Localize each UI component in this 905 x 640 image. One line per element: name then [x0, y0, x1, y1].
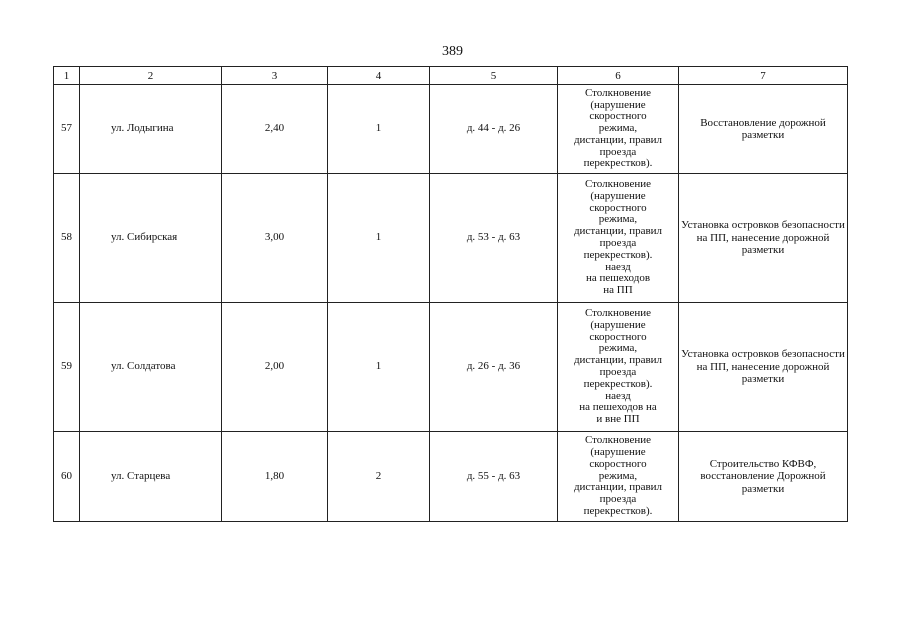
table-row	[54, 174, 848, 303]
measures: Восстановление дорожной разметки	[679, 85, 848, 174]
table-row	[54, 85, 848, 174]
row-number: 58	[54, 174, 80, 303]
length-km: 1,80	[222, 432, 328, 522]
count: 2	[328, 432, 430, 522]
incident-type: Столкновение (нарушение скоростного режима, дистанции, правил проезда перекрестков). наезд на пешеходов на и вне ПП	[558, 303, 679, 432]
length-km: 3,00	[222, 174, 328, 303]
road-section: д. 55 - д. 63	[430, 432, 558, 522]
row-number: 59	[54, 303, 80, 432]
street-name: ул. Лодыгина	[80, 85, 222, 174]
road-section: д. 44 - д. 26	[430, 85, 558, 174]
road-section: д. 53 - д. 63	[430, 174, 558, 303]
road-section: д. 26 - д. 36	[430, 303, 558, 432]
header-cell-2: 2	[80, 67, 222, 85]
table-row	[54, 432, 848, 522]
measures: Установка островков безопасности на ПП, нанесение дорожной разметки	[679, 303, 848, 432]
table-row	[54, 303, 848, 432]
page-number: 389	[442, 44, 463, 59]
header-cell-6: 6	[558, 67, 679, 85]
street-name: ул. Старцева	[80, 432, 222, 522]
header-cell-5: 5	[430, 67, 558, 85]
header-cell-1: 1	[54, 67, 80, 85]
header-cell-3: 3	[222, 67, 328, 85]
measures: Строительство КФВФ, восстановление Дорожной разметки	[679, 432, 848, 522]
road-safety-table	[53, 66, 848, 522]
table-header-row	[54, 67, 848, 85]
row-number: 60	[54, 432, 80, 522]
count: 1	[328, 174, 430, 303]
header-cell-7: 7	[679, 67, 848, 85]
street-name: ул. Сибирская	[80, 174, 222, 303]
incident-type: Столкновение (нарушение скоростного режима, дистанции, правил проезда перекрестков). наезд на пешеходов на ПП	[558, 174, 679, 303]
row-number: 57	[54, 85, 80, 174]
incident-type: Столкновение (нарушение скоростного режима, дистанции, правил проезда перекрестков).	[558, 432, 679, 522]
incident-type: Столкновение (нарушение скоростного режима, дистанции, правил проезда перекрестков).	[558, 85, 679, 174]
measures: Установка островков безопасности на ПП, нанесение дорожной разметки	[679, 174, 848, 303]
count: 1	[328, 303, 430, 432]
header-cell-4: 4	[328, 67, 430, 85]
length-km: 2,40	[222, 85, 328, 174]
length-km: 2,00	[222, 303, 328, 432]
street-name: ул. Солдатова	[80, 303, 222, 432]
count: 1	[328, 85, 430, 174]
